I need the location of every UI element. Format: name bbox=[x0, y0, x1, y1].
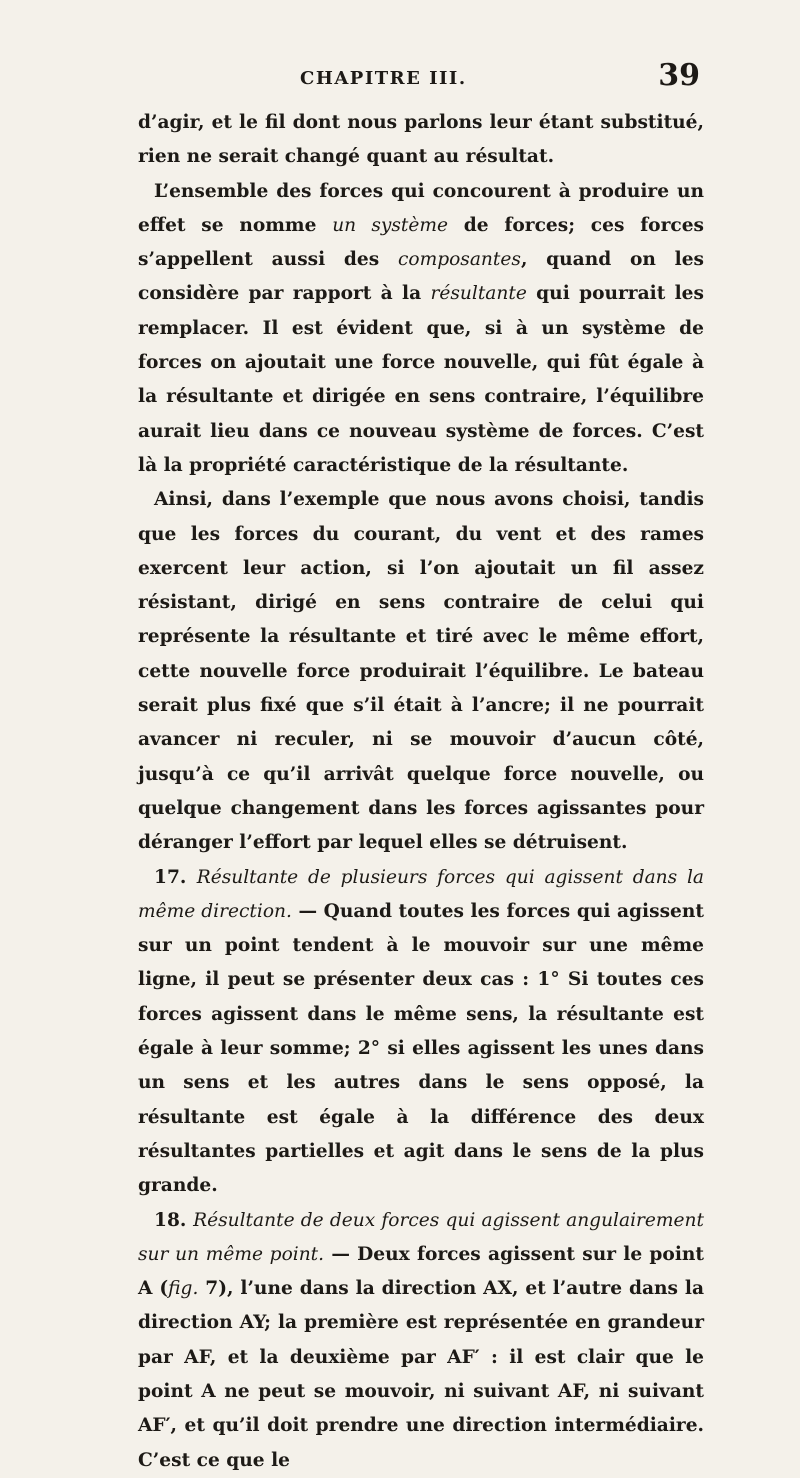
term-resultante: résultante bbox=[430, 283, 527, 305]
figure-reference: fig. bbox=[168, 1278, 199, 1300]
section-title: Résultante de deux forces qui agissent angulairement sur un même point. bbox=[138, 1209, 704, 1265]
page-number: 39 bbox=[658, 58, 700, 93]
section-title: Résultante de plusieurs forces qui agissent dans la même direction. bbox=[138, 866, 705, 922]
term-systeme: un système bbox=[332, 214, 449, 236]
section-18: 18. Résultante de deux forces qui agissent angulairement sur un même point. — Deux forces agissent sur le point A (fig. 7), l’une dans la direction AX, et l’autre dans la direction AY; la première est représentée en grandeur par AF, et la deuxième par AF′ : il est clair que le point A ne peut se mouvoir, ni suivant AF, ni suivant AF′, et qu’il doit prendre une direction intermédiaire. C’est ce que le bbox=[138, 1209, 704, 1471]
term-composantes: composantes bbox=[397, 249, 521, 271]
running-head: CHAPITRE III. bbox=[300, 68, 467, 89]
paragraph-continuation: d’agir, et le fil dont nous parlons leur étant substitué, rien ne serait changé quant au résultat. bbox=[138, 112, 704, 168]
section-number: 18. bbox=[154, 1209, 194, 1231]
paragraph-example: Ainsi, dans l’exemple que nous avons choisi, tandis que les forces du courant, du vent et des rames exercent leur action, si l’on ajoutait un fil assez résistant, dirigé en sens contraire de celui qui représente la résultante et tiré avec le même effort, cette nouvelle force produirait l’équilibre. Le bateau serait plus fixé que s’il était à l’ancre; il ne pourrait avancer ni reculer, ni se mouvoir d’aucun côté, jusqu’à ce qu’il arrivât quelque force nouvelle, ou quelque changement dans les forces agissantes pour déranger l’effort par lequel elles se détruisent. bbox=[138, 489, 704, 854]
paragraph-system-of-forces: L’ensemble des forces qui concourent à produire un effet se nomme un système de forces; ces forces s’appellent aussi des composantes, quand on les considère par rapport à la résultante qui pourrait les remplacer. Il est évident que, si à un système de forces on ajoutait une force nouvelle, qui fût égale à la résultante et dirigée en sens contraire, l’équilibre aurait lieu dans ce nouveau système de forces. C’est là la propriété caractéristique de la résultante. bbox=[138, 180, 705, 476]
section-17: 17. Résultante de plusieurs forces qui agissent dans la même direction. — Quand toutes les forces qui agissent sur un point tendent à le mouvoir sur une même ligne, il peut se présenter deux cas : 1° Si toutes ces forces agissent dans le même sens, la résultante est égale à leur somme; 2° si elles agissent les unes dans un sens et les autres dans le sens opposé, la résultante est égale à la différence des deux résultantes partielles et agit dans le sens de la plus grande. bbox=[138, 866, 705, 1197]
section-number: 17. bbox=[154, 866, 197, 888]
page-header bbox=[140, 58, 700, 98]
body-text bbox=[138, 106, 704, 1478]
